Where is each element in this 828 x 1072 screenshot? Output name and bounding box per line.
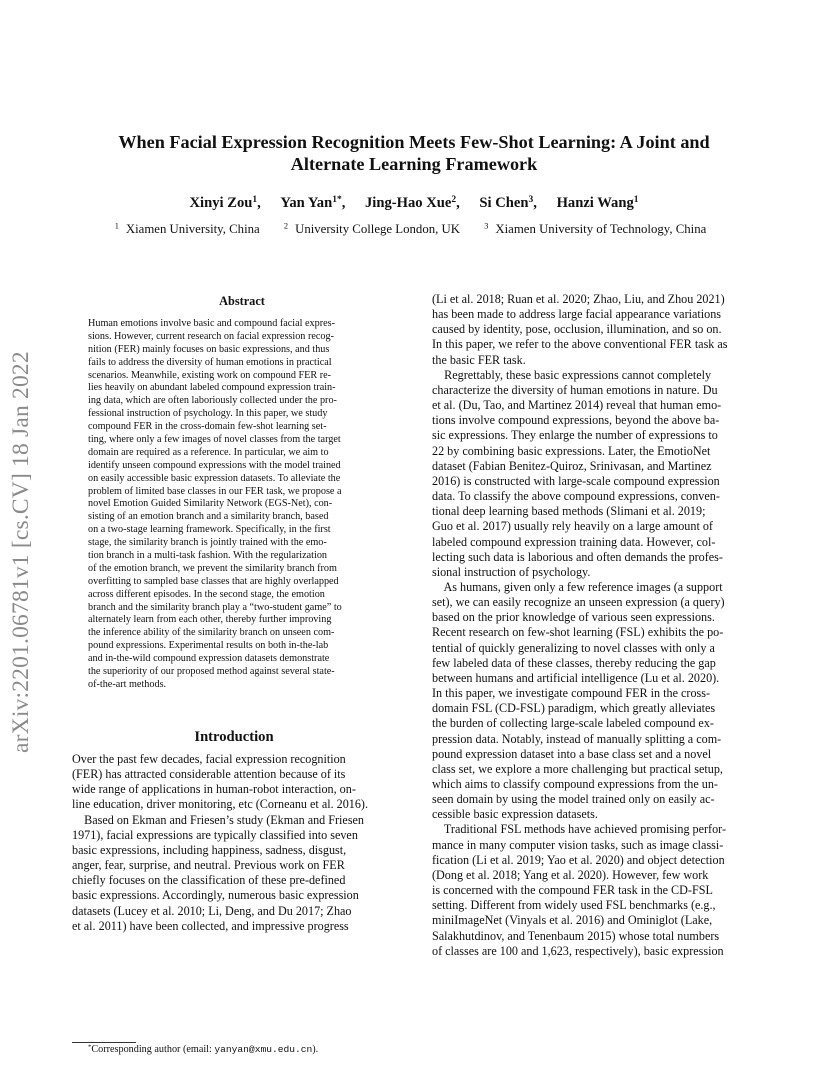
text-line: compound FER in the cross-domain few-shot learning set- <box>88 421 327 433</box>
text-line: stage, the similarity branch is jointly trained with the emo- <box>88 537 327 549</box>
text-line: Traditional FSL methods have achieved promising perfor- <box>432 822 727 837</box>
text-line: In this paper, we refer to the above conventional FER task as <box>432 337 728 352</box>
text-line: pound expressions. Experimental results on both in-the-lab <box>88 640 329 652</box>
text-line: Based on Ekman and Friesen’s study (Ekman and Friesen <box>72 812 364 827</box>
text-line: chiefly focuses on the classification of these pre-defined <box>72 873 346 888</box>
text-line: identify unseen compound expressions with the model trained <box>88 459 341 471</box>
introduction-heading: Introduction <box>194 729 274 745</box>
text-line: sional instruction of psychology. <box>432 564 591 579</box>
text-line: lecting such data is laborious and often demands the profes- <box>432 549 723 564</box>
text-line: 22 by combining basic expressions. Later, the EmotioNet <box>432 443 711 458</box>
author: Si Chen$^3$, <box>479 194 537 211</box>
text-line: domain FSL (CD-FSL) paradigm, which greatly alleviates <box>432 701 716 716</box>
text-line: 2016) is constructed with large-scale compound expression <box>432 473 720 488</box>
arxiv-identifier-stamp: arXiv:2201.06781v1 [cs.CV] 18 Jan 2022 <box>8 351 34 753</box>
text-line: line education, driver monitoring, etc (Corneanu et al. 2016). <box>72 797 369 812</box>
text-line: miniImageNet (Vinyals et al. 2016) and Ominiglot (Lake, <box>432 913 713 928</box>
text-line: tions involve compound expressions, beyond the above ba- <box>432 413 720 428</box>
text-line: mance in many computer vision tasks, such as image classi- <box>432 837 724 852</box>
text-line: is concerned with the compound FER task in the CD-FSL <box>432 883 713 898</box>
text-line: the superiority of our proposed method against several state- <box>88 666 335 678</box>
text-line: has been made to address large facial appearance variations <box>432 307 721 322</box>
affiliation: $^1$ Xiamen University, China <box>114 221 260 236</box>
text-line: et al. 2011) have been collected, and impressive progress <box>72 918 349 933</box>
text-line: which aims to classify compound expressions from the un- <box>432 777 718 791</box>
paper-title <box>80 131 748 175</box>
text-line: ing data, which are often laboriously collected under the pro- <box>88 395 337 407</box>
text-line: tional deep learning based methods (Slimani et al. 2019; <box>432 504 706 519</box>
text-line: wide range of applications in human-robot interaction, on- <box>72 782 356 797</box>
text-line: based on the prior knowledge of various seen expressions. <box>432 610 715 625</box>
text-line: sisting of an emotion branch and a similarity branch, based <box>88 511 329 523</box>
text-line: of classes are 100 and 1,623, respectively), basic expression <box>432 943 724 958</box>
text-line: novel Emotion Guided Similarity Network (EGS-Net), con- <box>88 498 333 510</box>
text-line: characterize the diversity of human emotions in nature. Du <box>432 382 718 397</box>
text-line: dataset (Fabian Benitez-Quiroz, Srinivasan, and Martinez <box>432 458 712 473</box>
text-line: seen domain by using the model trained only on easily ac- <box>432 792 715 807</box>
text-line: tential of quickly generalizing to novel classes with only a <box>432 640 715 655</box>
text-line: Over the past few decades, facial expression recognition <box>72 752 346 766</box>
text-line: domain are required as a reference. In particular, we aim to <box>88 446 329 458</box>
text-line: In this paper, we investigate compound FER in the cross- <box>432 686 711 701</box>
text-line: the inference ability of the similarity branch on unseen com- <box>88 627 335 639</box>
abstract-heading: Abstract <box>219 294 265 308</box>
text-line: As humans, given only a few reference images (a support <box>432 579 723 594</box>
text-line: (Dong et al. 2018; Yang et al. 2020). However, few work <box>432 867 709 882</box>
text-line: pound expression dataset into a base class set and a novel <box>432 746 712 761</box>
text-line: fessional instruction of psychology. In this paper, we study <box>88 408 328 420</box>
text-line: the burden of collecting large-scale labeled compound ex- <box>432 716 714 731</box>
text-line: tion branch in a multi-task fashion. With the regularization <box>88 550 328 562</box>
text-line: few labeled data of these classes, thereby reducing the gap <box>432 655 716 670</box>
author: Xinyi Zou$^1$, <box>189 194 261 211</box>
text-line: (Li et al. 2018; Ruan et al. 2020; Zhao, Liu, and Zhou 2021) <box>432 292 725 306</box>
text-line: basic expressions. Accordingly, numerous basic expression <box>72 888 359 903</box>
abstract-body <box>88 318 396 692</box>
affiliation: $^2$ University College London, UK <box>283 221 460 236</box>
text-line: Guo et al. 2017) usually rely heavily on a large amount of <box>432 519 713 534</box>
text-line: scenarios. Meanwhile, existing work on compound FER re- <box>88 369 332 381</box>
text-line: (FER) has attracted considerable attention because of its <box>72 767 346 782</box>
text-line: alternately learn from each other, thereby further improving <box>88 614 332 626</box>
text-line: set), we can easily recognize an unseen expression (a query) <box>432 595 725 610</box>
author: Yan Yan$^{1*}$, <box>280 194 346 211</box>
affiliation-list <box>80 222 748 237</box>
text-line: Recent research on few-shot learning (FSL) exhibits the po- <box>432 625 724 640</box>
text-line: labeled compound expression training data. However, col- <box>432 534 716 549</box>
text-line: on a two-stage learning framework. Specifically, in the first <box>88 524 331 536</box>
email-address[interactable]: yanyan@xmu.edu.cn <box>214 1044 313 1055</box>
text-line: datasets (Lucey et al. 2010; Li, Deng, and Du 2017; Zhao <box>72 903 352 918</box>
text-line: on easily accessible basic expression datasets. To alleviate the <box>88 472 341 484</box>
right-column-body <box>432 292 756 959</box>
text-line: fails to address the diversity of human emotions in practical <box>88 356 332 368</box>
text-line: of-the-art methods. <box>88 678 167 690</box>
text-line: data. To classify the above compound expressions, conven- <box>432 489 720 504</box>
text-line: Salakhutdinov, and Tenenbaum 2015) whose total numbers <box>432 928 720 943</box>
author: Hanzi Wang$^1$ <box>556 194 639 211</box>
text-line: Human emotions involve basic and compound facial expres- <box>88 318 335 329</box>
text-line: of the emotion branch, we prevent the similarity branch from <box>88 562 337 574</box>
footnote: *Corresponding author (email: yanyan@xmu.edu.cn). <box>88 1043 319 1055</box>
text-line: overfitting to sampled base classes that are highly overlapped <box>88 575 339 587</box>
text-line: fication (Li et al. 2019; Yao et al. 2020) and object detection <box>432 852 725 867</box>
footnote-rule <box>72 1042 136 1043</box>
text-line: branch and the similarity branch play a “two-student game” to <box>88 601 342 613</box>
author-list <box>80 195 748 212</box>
introduction-body <box>72 752 396 934</box>
text-line: cessible basic expression datasets. <box>432 807 598 822</box>
text-line: sic expressions. They enlarge the number of expressions to <box>432 428 718 443</box>
text-line: nition (FER) mainly focuses on basic expressions, and thus <box>88 343 330 355</box>
text-line: across different episodes. In the second stage, the emotion <box>88 588 325 600</box>
text-line: lies heavily on abundant labeled compound expression train- <box>88 382 336 394</box>
text-line: pression data. Notably, instead of manually splitting a com- <box>432 731 722 746</box>
text-line: Regrettably, these basic expressions cannot completely <box>432 367 712 382</box>
text-line: setting. Different from widely used FSL benchmarks (e.g., <box>432 898 716 913</box>
text-line: caused by identity, pose, occlusion, illumination, and so on. <box>432 322 722 337</box>
text-line: ting, where only a few images of novel classes from the target <box>88 434 341 446</box>
text-line: between humans and artificial intelligence (Lu et al. 2020). <box>432 670 720 685</box>
affiliation: $^3$ Xiamen University of Technology, China <box>484 221 707 236</box>
text-line: et al. (Du, Tao, and Martinez 2014) reveal that human emo- <box>432 398 722 413</box>
text-line: anger, fear, surprise, and neutral. Previous work on FER <box>72 858 345 873</box>
title-line: Alternate Learning Framework <box>290 154 538 174</box>
title-line: When Facial Expression Recognition Meets Few-Shot Learning: A Joint and <box>118 132 710 152</box>
author: Jing-Hao Xue$^2$, <box>365 194 460 211</box>
text-line: the basic FER task. <box>432 352 526 367</box>
text-line: sions. However, current research on facial expression recog- <box>88 330 334 342</box>
text-line: 1971), facial expressions are typically classified into seven <box>72 827 358 842</box>
text-line: basic expressions, including happiness, sadness, disgust, <box>72 842 347 857</box>
text-line: class set, we explore a more challenging but practical setup, <box>432 761 723 776</box>
text-line: and in-the-wild compound expression datasets demonstrate <box>88 653 330 665</box>
text-line: problem of limited base classes in our FER task, we propose a <box>88 485 342 497</box>
